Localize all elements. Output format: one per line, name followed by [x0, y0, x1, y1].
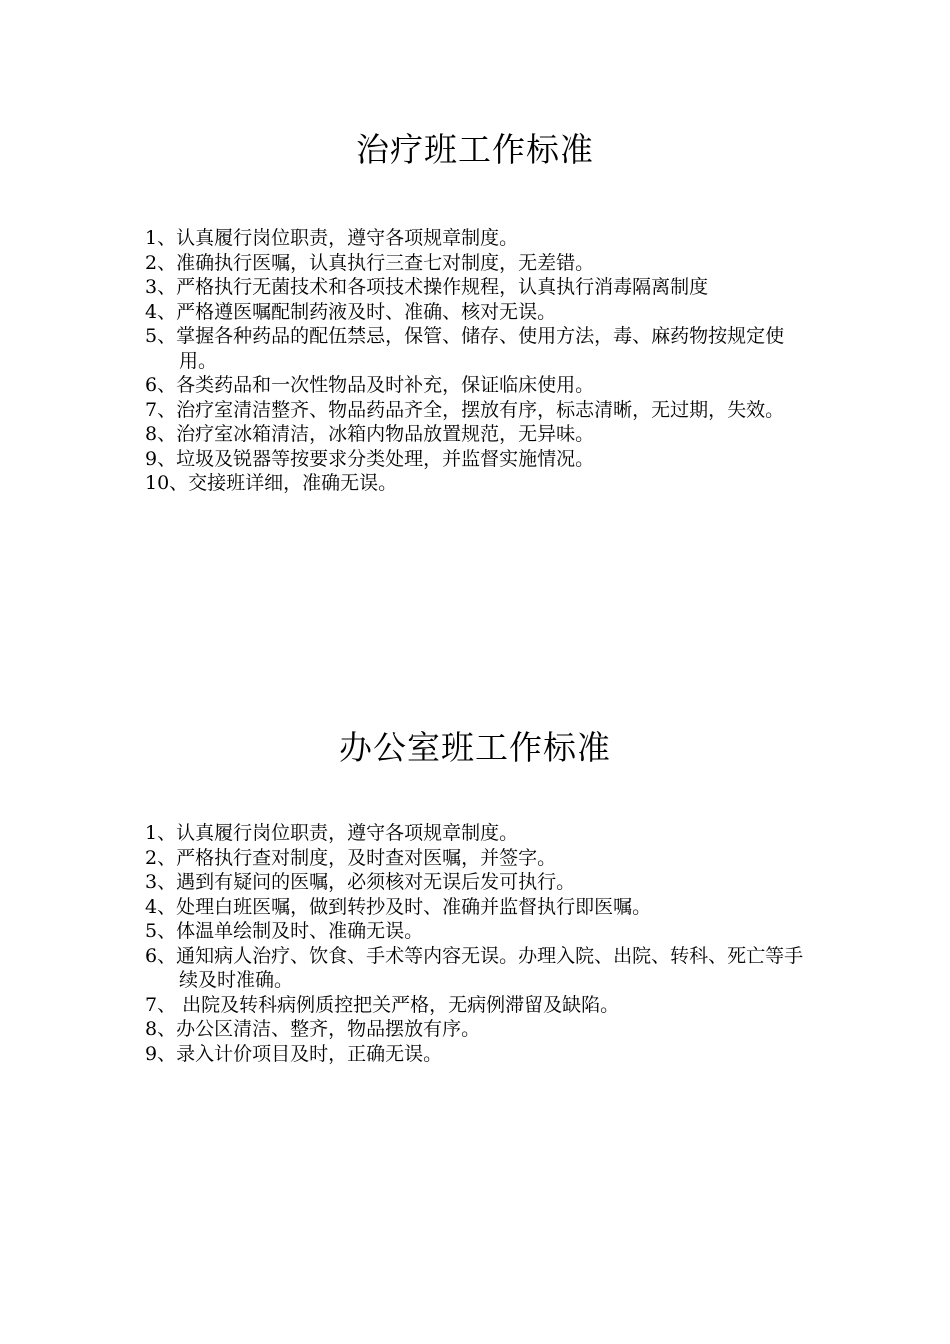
list-item: 1、认真履行岗位职责，遵守各项规章制度。	[145, 822, 519, 844]
treatment-shift-section	[0, 128, 950, 494]
list-item: 6、各类药品和一次性物品及时补充，保证临床使用。	[145, 374, 595, 396]
list-item: 4、处理白班医嘱，做到转抄及时、准确并监督执行即医嘱。	[145, 895, 652, 918]
list-item: 5、体温单绘制及时、准确无误。	[145, 920, 424, 942]
list-item: 5、掌握各种药品的配伍禁忌，保管、储存、使用方法，毒、麻药物按规定使用。	[145, 325, 785, 372]
list-item: 10、交接班详细，准确无误。	[145, 472, 398, 494]
list-item: 3、严格执行无菌技术和各项技术操作规程，认真执行消毒隔离制度	[145, 276, 709, 298]
list-item: 2、准确执行医嘱，认真执行三查七对制度，无差错。	[145, 251, 595, 274]
section-title: 办公室班工作标准	[339, 728, 611, 767]
list-item: 7、 出院及转科病例质控把关严格，无病例滞留及缺陷。	[145, 993, 620, 1016]
standards-list	[145, 226, 817, 496]
list-item: 4、严格遵医嘱配制药液及时、准确、核对无误。	[145, 300, 557, 323]
list-item: 2、严格执行查对制度，及时查对医嘱，并签字。	[145, 846, 557, 869]
section-title: 治疗班工作标准	[356, 130, 594, 169]
list-item: 6、通知病人治疗、饮食、手术等内容无误。办理入院、出院、转科、死亡等手续及时准确。	[145, 944, 804, 991]
office-shift-section	[0, 726, 950, 1065]
standards-list	[145, 821, 817, 1066]
list-item: 9、录入计价项目及时，正确无误。	[145, 1042, 443, 1065]
list-item: 8、治疗室冰箱清洁，冰箱内物品放置规范，无异味。	[145, 423, 595, 445]
list-item: 1、认真履行岗位职责，遵守各项规章制度。	[145, 227, 519, 249]
list-item: 9、垃圾及锐器等按要求分类处理，并监督实施情况。	[145, 447, 595, 470]
list-item: 7、治疗室清洁整齐、物品药品齐全，摆放有序，标志清晰，无过期，失效。	[145, 398, 785, 421]
list-item: 3、遇到有疑问的医嘱，必须核对无误后发可执行。	[145, 871, 576, 893]
list-item: 8、办公区清洁、整齐，物品摆放有序。	[145, 1018, 481, 1040]
